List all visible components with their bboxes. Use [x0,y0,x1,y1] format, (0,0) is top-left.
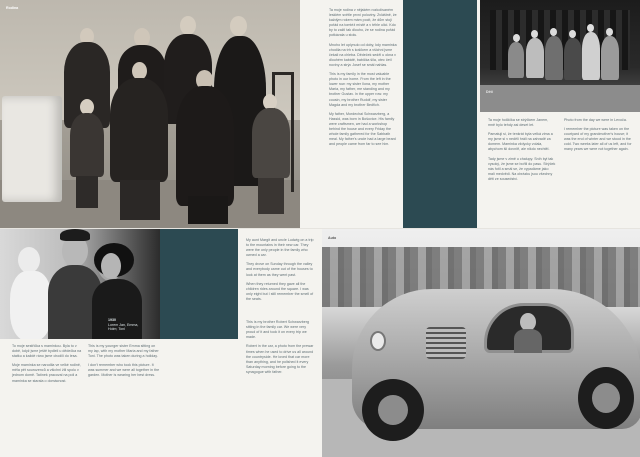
child [601,36,619,80]
car-grille [426,327,466,359]
child [545,36,563,80]
stove [2,96,62,202]
paragraph: Pamatuji si, že tenkrát byla velká zima a my jsme si v neděli hráli na zahradě za domem. Maminka vždycky volala, abychom šli dovnitř, ale nikdo nechtěl. [488,132,553,152]
baby [10,271,52,339]
paragraph: To moje sestřička s maminkou. Byla to v době, když jsme ještě bydleli u dědečka na statku a každé ráno jsme chodili do lesa. [12,344,82,359]
paragraph: This is my younger sister Emma sitting on my lap, with my mother Maria and my father Toni. The photo was taken during a holiday. [88,344,159,359]
caption-title: 1930 [108,318,116,322]
paragraph: Moje maminka se narodila ve velké rodině, měla pět sourozenců a všichni žili spolu v jednom domě. Tatínek pracoval na poli a maminka se starala o domácnost. [12,363,81,383]
photo-label: Děti [486,90,493,94]
paragraph: I remember the picture was taken on the courtyard of my grandmother's house; it was the end of winter and we stood in the cold. Two weeks later all of us left, and for many years we were not together again. [564,127,632,152]
paragraph: Robert in the car, a photo from the prewar times when he used to drive us all around the countryside. He loved that car more than anything, and he polished it every Saturday morning before going to the synagogue with father. [246,344,314,374]
page-divider [0,228,640,229]
person [176,86,234,206]
text-column-3 [564,118,634,228]
caption-line: Holm; Toni [108,327,125,332]
paragraph: This is my brother Robert Schwarzberg sitting in the family car. We were very proud of it and took it on every trip we made. [246,320,310,340]
paragraph: Photo from the day we were in Levoča. [564,118,627,122]
paragraph: My father, Mordechai Schwarzberg, a Hassid, was born in Bošovice. His family were craftsmen, we had a workshop behind the house and every Friday the whole family gathered for the Sabbath meal. My father's uncle had a large beard and people came from far to see him. [329,111,396,147]
paragraph: Tady jsme v zimě u chalupy. Sníh byl tak vysoký, že jsme se bořili do pasu. Strýček nás fotil a smál se, že vypadáme jako malí medvědi. Na obrázku jsou všechny děti ze sousedství. [488,156,556,181]
paragraph: They drove on Sunday through the valley and everybody came out of the houses to look at them as they went past. [246,262,313,277]
paragraph: I don't remember who took this picture. It was summer and we were all together in the garden. Mother is wearing her best dress. [88,363,160,378]
person [70,113,104,177]
paragraph: This is my family in the most valuable photo in our home. From the left in the lower row: my sister Ilona, my mother Maria, my father, me standing and my brother Gustav. In the upper row: my cousin, my brother Rudolf, my sister Magda and my brother Bedřich. [329,72,391,107]
paragraph: My aunt Margit and uncle Ludwig on a trip to the mountains in their new car. They were the only people in the family who owned a car. [246,238,314,258]
caption-block [160,229,238,339]
child [526,38,544,78]
paragraph: Ta moje holčička se strýčkem Janem, mně bylo tehdy asi deset let. [488,118,549,128]
text-column-2 [488,118,556,228]
photo-label: Auto [328,236,337,240]
text-column-6 [246,238,316,453]
child [564,38,582,80]
caption-line: Lorem Jan, Emma, [108,322,139,327]
child [508,42,524,78]
text-column-1 [329,8,397,228]
car-headlamp [370,331,386,351]
family-photo [0,0,300,228]
paragraph: Mnoho let uplynulo od doby, kdy maminka chodila na trh s košíkem a všichni jsme čekali na chleba. Dědeček seděl u okna v dlouhém kabátě, babička šila, otec četl noviny a strýc Josef se smál nahlas. [329,42,397,67]
photo-label: Rodina [6,6,19,10]
paragraph: When they returned they gave all the children rides around the square. I was only eight but I still remember the smell of the seats. [246,281,314,301]
teal-band [403,0,477,228]
child [582,32,600,80]
person [252,108,290,178]
car-photo [322,229,640,457]
children-photo [480,0,640,112]
person [110,78,168,182]
text-column-4 [12,344,82,454]
photo-caption [108,318,158,332]
paragraph: Ta moje rodina v nějakém rozkolísaném lesklém světle první poloviny. Zvláštně, že každým rokem mám pocit, že dům stojí pořád na tomtéž místě a v téhle ulici. Kdo by to zažil tak dlouho, že se rodina pořád potkávala u stolu. [329,8,397,38]
text-column-5 [88,344,160,454]
